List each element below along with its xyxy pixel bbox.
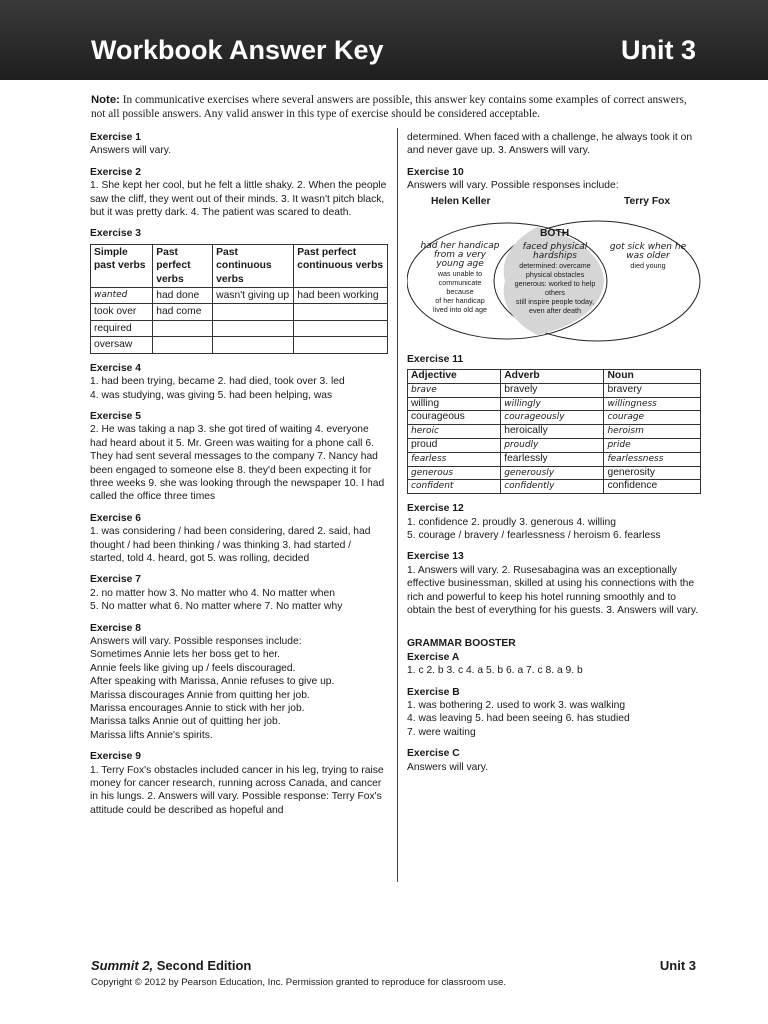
- table-cell: fearlessness: [604, 452, 701, 466]
- exercise-9-continued: determined. When faced with a challenge, he always took it on and never gave up. 3. Answers will vary.: [407, 132, 693, 157]
- venn-item: still inspire people today,: [515, 296, 595, 306]
- table-cell: proud: [408, 439, 501, 453]
- exercise-3-title: Exercise 3: [90, 228, 141, 240]
- venn-item: physical obstacles: [525, 269, 585, 279]
- table-header: Adjective: [408, 370, 501, 384]
- table-cell: willingly: [501, 397, 604, 411]
- table-cell: fearlessly: [501, 452, 604, 466]
- right-column: [407, 131, 703, 774]
- table-cell: heroic: [408, 425, 501, 439]
- table-row: [408, 452, 701, 466]
- table-row: [408, 383, 701, 397]
- exercise-5-title: Exercise 5: [90, 410, 141, 422]
- table-cell: confidently: [501, 480, 604, 494]
- note-label: Note:: [91, 94, 120, 106]
- venn-item: faced physical: [522, 241, 588, 252]
- exercise-8-answer-line: Marissa discourages Annie from quitting her job.: [90, 689, 310, 701]
- exercise-12-answer-line: 1. confidence 2. proudly 3. generous 4. willing: [407, 516, 616, 528]
- table-row: [91, 288, 388, 304]
- table-cell: wanted: [91, 288, 153, 304]
- exercise-c-answer: Answers will vary.: [407, 761, 489, 773]
- table-cell: [294, 320, 388, 336]
- exercise-6-answer: 1. was considering / had been considering, dared 2. said, had thought / had been thinking / was thinking 3. had started / started, told 4. heard, got 5. was rolling, decided: [90, 526, 371, 564]
- table-cell: confident: [408, 480, 501, 494]
- venn-item: of her handicap: [435, 295, 485, 305]
- exercise-b-answer-line: 4. was leaving 5. had been seeing 6. has studied: [407, 713, 630, 725]
- table-cell: willing: [408, 397, 501, 411]
- table-cell: had come: [153, 304, 213, 320]
- venn-right-items: [603, 243, 693, 270]
- venn-item: died young: [630, 260, 666, 270]
- table-row: [408, 439, 701, 453]
- venn-item: lived into old age: [433, 304, 487, 314]
- footer-book-title: [91, 958, 251, 973]
- venn-item: had her handicap: [420, 240, 500, 251]
- venn-item: even after death: [529, 305, 581, 315]
- page-header: [0, 0, 768, 80]
- left-column: [90, 131, 388, 817]
- exercise-8-answer-line: Marissa lifts Annie's spirits.: [90, 729, 213, 741]
- venn-item: from a very: [433, 249, 487, 260]
- exercise-c-title: Exercise C: [407, 748, 460, 760]
- table-header: Past perfect verbs: [153, 244, 213, 287]
- table-row: [91, 320, 388, 336]
- exercise-7-title: Exercise 7: [90, 574, 141, 586]
- table-cell: brave: [408, 383, 501, 397]
- table-cell: courageously: [501, 411, 604, 425]
- table-cell: generosity: [604, 466, 701, 480]
- exercise-13-title: Exercise 13: [407, 551, 464, 563]
- table-header: Noun: [604, 370, 701, 384]
- table-header: Past perfect continuous verbs: [294, 244, 388, 287]
- column-divider: [397, 128, 398, 882]
- table-cell: courageous: [408, 411, 501, 425]
- exercise-4-answer-line: 1. had been trying, became 2. had died, took over 3. led: [90, 376, 345, 388]
- table-cell: pride: [604, 439, 701, 453]
- exercise-7-answer-line: 2. no matter how 3. No matter who 4. No matter when: [90, 587, 335, 599]
- table-cell: confidence: [604, 480, 701, 494]
- exercise-2-answer: 1. She kept her cool, but he felt a little shaky. 2. When the people saw the cliff, they went out of their minds. 3. It wasn't pitch black, but it was pretty dark. 4. The patient was scared to death.: [90, 180, 387, 219]
- venn-item: hardships: [533, 250, 577, 261]
- exercise-8-answer-line: Marissa encourages Annie to stick with her job.: [90, 703, 305, 715]
- table-cell: bravery: [604, 383, 701, 397]
- venn-item: got sick when he: [609, 241, 687, 252]
- exercise-b-answer-line: 7. were waiting: [407, 726, 476, 738]
- exercise-12-answer-line: 5. courage / bravery / fearlessness / heroism 6. fearless: [407, 530, 661, 542]
- table-cell: willingness: [604, 397, 701, 411]
- exercise-8-answer-line: Sometimes Annie lets her boss get to her.: [90, 649, 281, 661]
- table-cell: required: [91, 320, 153, 336]
- table-cell: [294, 304, 388, 320]
- table-cell: wasn't giving up: [213, 288, 294, 304]
- venn-item: because: [446, 286, 474, 296]
- note: [91, 94, 701, 121]
- table-cell: [213, 320, 294, 336]
- exercise-b-title: Exercise B: [407, 686, 460, 698]
- table-header: Simple past verbs: [91, 244, 153, 287]
- venn-right-label: Terry Fox: [624, 195, 671, 207]
- venn-left-items: [415, 242, 505, 314]
- exercise-12-title: Exercise 12: [407, 503, 464, 515]
- exercise-b-answer-line: 1. was bothering 2. used to work 3. was walking: [407, 700, 626, 712]
- table-cell: oversaw: [91, 337, 153, 353]
- table-cell: [153, 337, 213, 353]
- exercise-a-title: Exercise A: [407, 651, 460, 663]
- exercise-9-answer: 1. Terry Fox's obstacles included cancer in his leg, trying to raise money for cancer research, running across Canada, and cancer in his lungs. 2. Answers will vary. Possible response: Terry Fox's attitude could be described as hopeful and: [90, 764, 384, 816]
- table-cell: [294, 337, 388, 353]
- footer-unit: Unit 3: [659, 958, 696, 973]
- exercise-6-title: Exercise 6: [90, 512, 141, 524]
- table-cell: [213, 337, 294, 353]
- table-cell: [213, 304, 294, 320]
- exercise-a-answer: 1. c 2. b 3. c 4. a 5. b 6. a 7. c 8. a 9. b: [407, 665, 583, 677]
- venn-item: generous: worked to help: [514, 278, 596, 288]
- table-cell: heroically: [501, 425, 604, 439]
- venn-diagram: [407, 195, 703, 345]
- table-row: [408, 466, 701, 480]
- table-header: Past continuous verbs: [213, 244, 294, 287]
- table-cell: generous: [408, 466, 501, 480]
- grammar-booster-title: GRAMMAR BOOSTER: [407, 638, 516, 650]
- table-row: [91, 337, 388, 353]
- page-title: Workbook Answer Key: [91, 35, 384, 65]
- venn-both-label: BOTH: [540, 227, 570, 239]
- exercise-8-answer-line: After speaking with Marissa, Annie refuses to give up.: [90, 676, 335, 688]
- table-row: [408, 397, 701, 411]
- venn-both-items: [507, 243, 603, 315]
- footer-book-name: Summit 2,: [91, 958, 154, 973]
- table-header-row: [91, 244, 388, 287]
- table-cell: had done: [153, 288, 213, 304]
- exercise-4-answer-line: 4. was studying, was giving 5. had been helping, was: [90, 389, 333, 401]
- exercise-8-answer-line: Marissa talks Annie out of quitting her job.: [90, 716, 281, 728]
- table-header-row: [408, 370, 701, 384]
- exercise-9-title: Exercise 9: [90, 751, 141, 763]
- venn-item: others: [545, 287, 565, 297]
- exercise-8-answer-line: Answers will vary. Possible responses include:: [90, 636, 302, 647]
- exercise-10-title: Exercise 10: [407, 166, 464, 178]
- table-header: Adverb: [501, 370, 604, 384]
- venn-item: determined: overcame: [519, 260, 591, 270]
- exercise-4-title: Exercise 4: [90, 362, 141, 374]
- venn-left-label: Helen Keller: [431, 195, 491, 207]
- table-row: [408, 411, 701, 425]
- table-row: [91, 304, 388, 320]
- exercise-8-title: Exercise 8: [90, 622, 141, 634]
- venn-item: young age: [436, 258, 484, 269]
- table-row: [408, 425, 701, 439]
- exercise-8-answer-line: Annie feels like giving up / feels discouraged.: [90, 662, 296, 674]
- footer-copyright: Copyright © 2012 by Pearson Education, Inc. Permission granted to reproduce for classroom use.: [91, 977, 507, 988]
- exercise-13-answer: 1. Answers will vary. 2. Rusesabagina was an exceptionally effective businessman, skilled at using his connections with the rich and powerful to keep his hotel running smoothly and to obtain the best of everything for his guests. 3. Answers will vary.: [407, 564, 699, 617]
- table-cell: heroism: [604, 425, 701, 439]
- table-cell: fearless: [408, 452, 501, 466]
- venn-item: communicate: [438, 277, 482, 287]
- venn-item: was unable to: [437, 268, 483, 278]
- table-cell: bravely: [501, 383, 604, 397]
- exercise-11-title: Exercise 11: [407, 353, 464, 365]
- table-cell: had been working: [294, 288, 388, 304]
- footer-edition: Second Edition: [156, 958, 252, 973]
- exercise-11-table: [407, 369, 701, 494]
- venn-item: was older: [626, 250, 670, 261]
- table-cell: courage: [604, 411, 701, 425]
- exercise-3-table: [90, 244, 388, 354]
- note-text: In communicative exercises where several answers are possible, this answer key contains some examples of correct answers, not all possible answers. Any valid answer in this type of exercise should be considered acceptable.: [91, 94, 687, 120]
- table-cell: generously: [501, 466, 604, 480]
- table-row: [408, 480, 701, 494]
- exercise-1-answer: Answers will vary.: [90, 145, 172, 157]
- table-cell: took over: [91, 304, 153, 320]
- exercise-1-title: Exercise 1: [90, 132, 141, 143]
- unit-label: Unit 3: [620, 35, 696, 65]
- exercise-10-intro: Answers will vary. Possible responses include:: [407, 180, 619, 192]
- table-cell: [153, 320, 213, 336]
- exercise-2-title: Exercise 2: [90, 166, 141, 178]
- exercise-7-answer-line: 5. No matter what 6. No matter where 7. No matter why: [90, 601, 343, 613]
- exercise-5-answer: 2. He was taking a nap 3. she got tired of waiting 4. everyone had heard about it 5. Mr. Green was waiting for a phone call 6. They had sent several messages to the company 7. Nancy had been engaged to someone else 8. they'd been expecting it for three weeks 9. she was looking through the newspaper 10. I had called the office three times: [90, 424, 385, 503]
- table-cell: proudly: [501, 439, 604, 453]
